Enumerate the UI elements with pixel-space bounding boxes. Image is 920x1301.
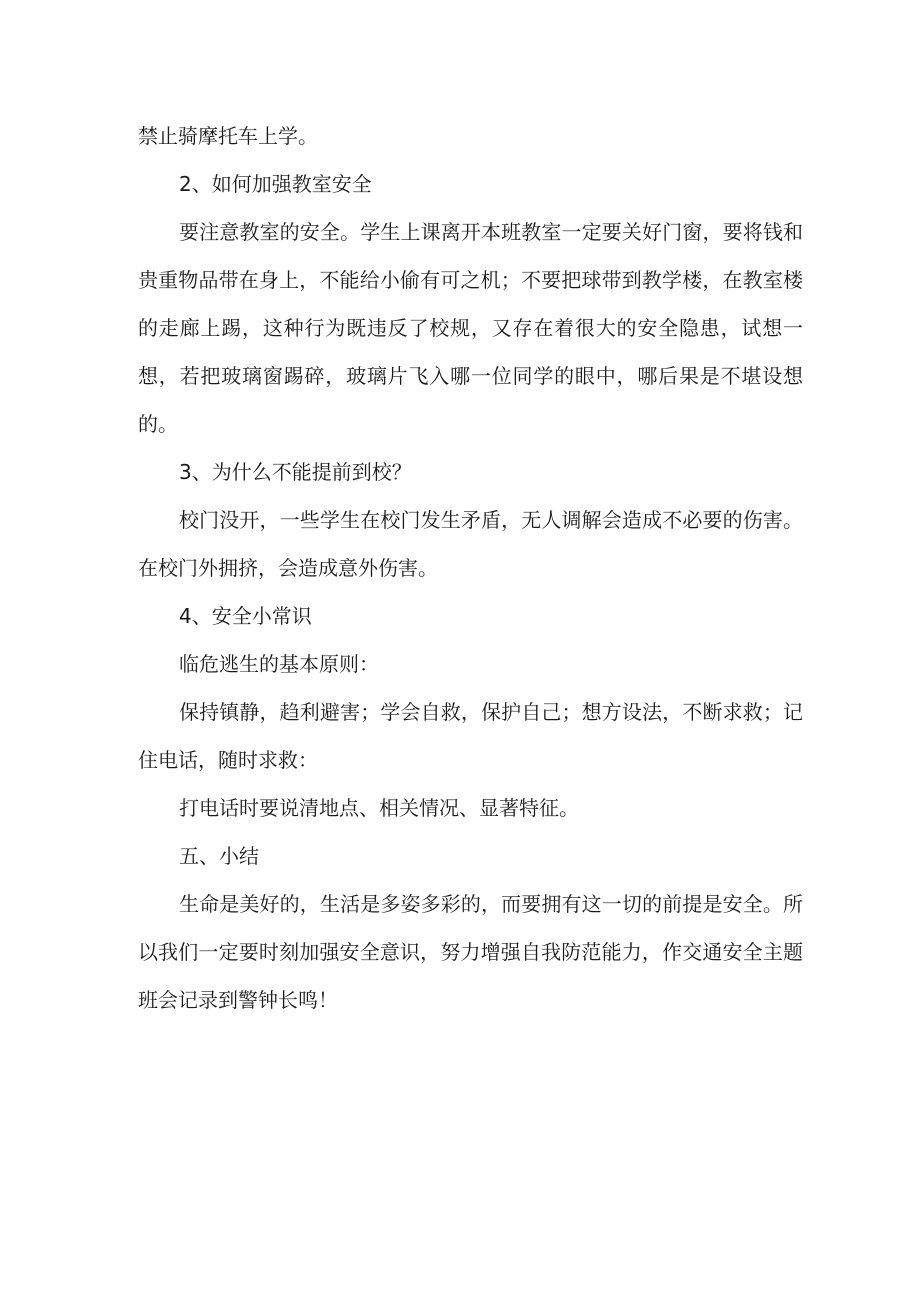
heading-summary: 五、小结 <box>179 844 259 868</box>
paragraph-phone-call: 打电话时要说清地点、相关情况、显著特征。 <box>179 796 579 820</box>
paragraph-early-arrival: 校门没开，一些学生在校门发生矛盾，无人调解会造成不必要的伤害。在校门外拥挤，会造成意外伤害。 <box>138 508 803 580</box>
heading-classroom-safety: 2、如何加强教室安全 <box>179 172 372 196</box>
paragraph-summary: 生命是美好的，生活是多姿多彩的，而要拥有这一切的前提是安全。所以我们一定要时刻加强安全意识，努力增强自我防范能力，作交通安全主题班会记录到警钟长鸣！ <box>138 892 803 1012</box>
paragraph-continuation: 禁止骑摩托车上学。 <box>138 124 318 148</box>
document-body <box>138 112 803 1024</box>
paragraph-classroom-safety: 要注意教室的安全。学生上课离开本班教室一定要关好门窗，要将钱和贵重物品带在身上，不能给小偷有可之机；不要把球带到教学楼，在教室楼的走廊上踢，这种行为既违反了校规，又存在着很大的安全隐患，试想一想，若把玻璃窗踢碎，玻璃片飞入哪一位同学的眼中，哪后果是不堪设想的。 <box>138 220 803 436</box>
paragraph-escape-principles: 保持镇静，趋利避害；学会自救，保护自己；想方设法，不断求救；记住电话，随时求救： <box>138 700 803 772</box>
heading-safety-tips: 4、安全小常识 <box>179 604 312 628</box>
paragraph-escape-principles-title: 临危逃生的基本原则： <box>179 652 379 676</box>
heading-early-arrival: 3、为什么不能提前到校？ <box>179 460 412 484</box>
